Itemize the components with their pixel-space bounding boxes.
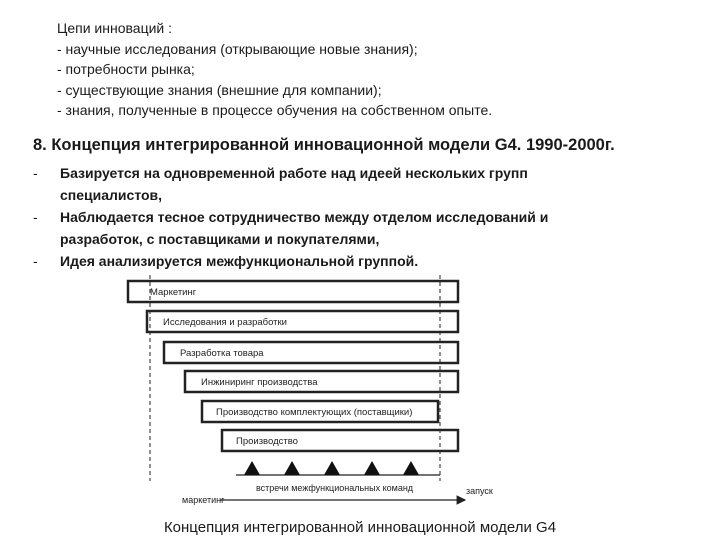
intro-block: [57, 18, 492, 121]
axis-end-label: запуск: [466, 486, 493, 496]
bullet-list: [33, 162, 673, 272]
stage-label: Инжиниринг производства: [201, 377, 318, 388]
axis-start-label: маркетинг: [182, 495, 225, 505]
stage-label: Исследования и разработки: [163, 317, 287, 328]
bullet-text-continued: специалистов,: [60, 187, 163, 203]
intro-line: - знания, полученные в процессе обучения на собственном опыте.: [57, 102, 493, 118]
stage-label: Производство: [236, 436, 298, 447]
bullet-item: [33, 250, 673, 272]
meeting-marker-5: [403, 461, 419, 475]
meetings-label: встречи межфункциональных команд: [256, 483, 414, 493]
meeting-marker-4: [364, 461, 380, 475]
bullet-dash: -: [33, 209, 38, 225]
bullet-text: Наблюдается тесное сотрудничество между отделом исследований и: [60, 209, 549, 225]
diagram-caption: Концепция интегрированной инновационной модели G4: [163, 519, 557, 536]
intro-line: - научные исследования (открывающие новые знания);: [57, 40, 418, 57]
stage-label: Маркетинг: [150, 287, 197, 298]
bullet-text: Базируется на одновременной работе над идеей нескольких групп: [60, 165, 528, 181]
meeting-marker-1: [244, 461, 260, 475]
intro-line: - существующие знания (внешние для компании);: [57, 81, 382, 98]
meeting-marker-2: [284, 461, 300, 475]
bullet-text: Идея анализируется межфункциональной группой.: [60, 253, 419, 269]
bullet-item: [33, 206, 673, 250]
section-heading: 8. Концепция интегрированной инновационной модели G4. 1990-2000г.: [33, 136, 615, 154]
bullet-dash: -: [33, 253, 38, 269]
meeting-marker-3: [324, 461, 340, 475]
bullet-item: [33, 162, 673, 206]
stage-label: Разработка товара: [180, 348, 264, 359]
stage-label: Производство комплектующих (поставщики): [216, 407, 413, 418]
intro-line: Цепи инноваций :: [57, 20, 173, 36]
bullet-dash: -: [33, 165, 38, 181]
intro-line: - потребности рынка;: [57, 61, 195, 77]
diagram-svg: [100, 270, 500, 506]
g4-model-diagram: [100, 270, 500, 511]
bullet-text-continued: разработок, с поставщиками и покупателями,: [60, 231, 380, 247]
